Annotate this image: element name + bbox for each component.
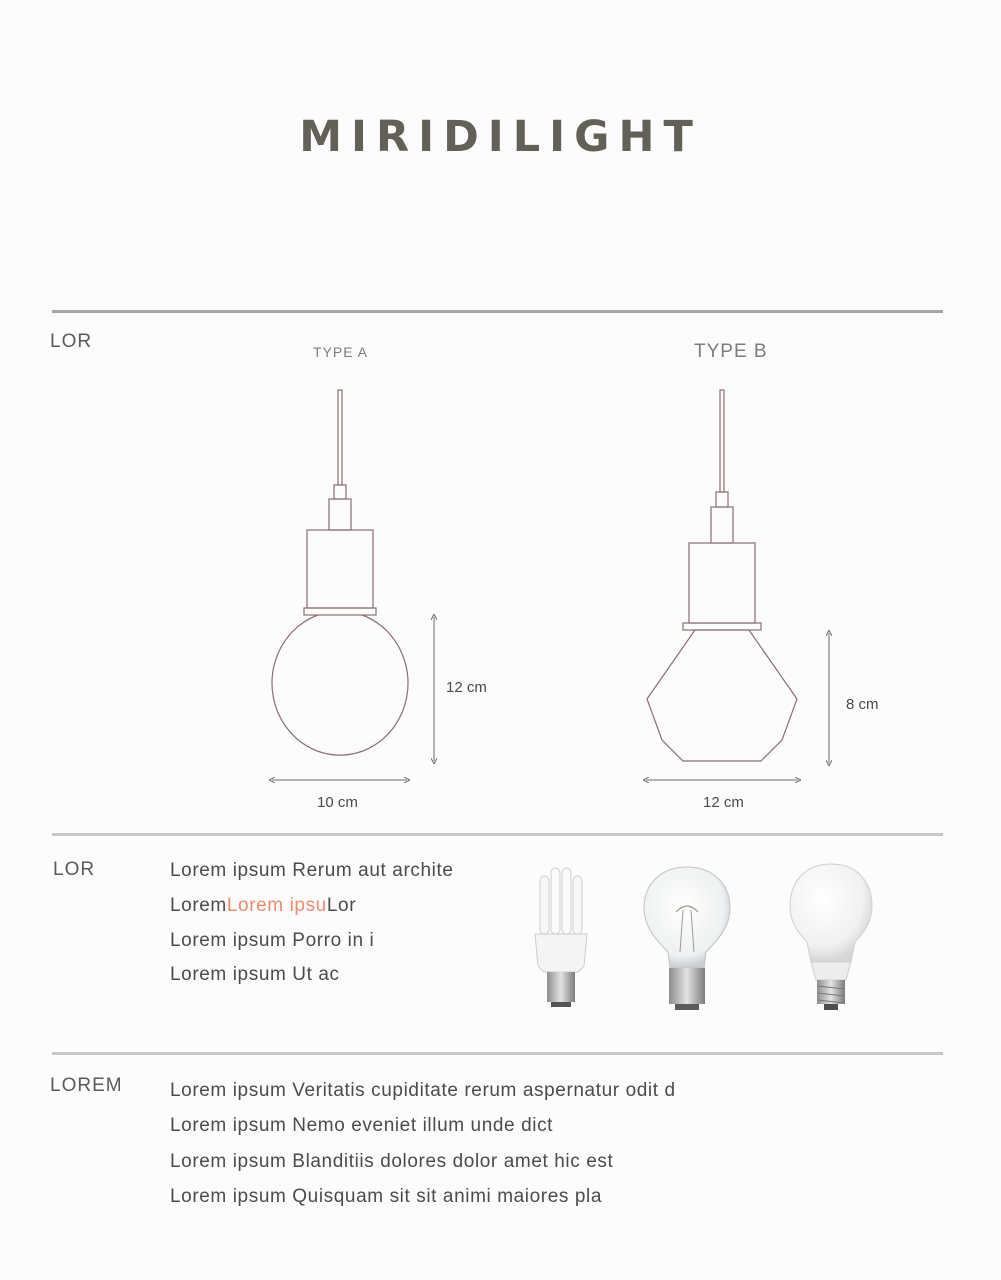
bulbs-line-2: LoremLorem ipsuLor xyxy=(170,895,357,916)
section-label-notes: LOREM xyxy=(50,1075,123,1096)
notes-line-1: Lorem ipsum Veritatis cupiditate rerum aspernatur odit d xyxy=(170,1080,676,1101)
type-b-width: 12 cm xyxy=(703,794,744,811)
type-a-height: 12 cm xyxy=(446,679,487,696)
bulbs-line-1: Lorem ipsum Rerum aut archite xyxy=(170,860,454,881)
section-label-bulbs: LOR xyxy=(53,859,96,880)
type-b-height: 8 cm xyxy=(846,696,879,713)
type-a-label: TYPE A xyxy=(313,344,369,360)
type-b-label: TYPE B xyxy=(694,341,768,362)
section-label-diagram: LOR xyxy=(50,331,93,352)
accent-text: Lorem ipsu xyxy=(226,895,327,916)
cfl-bulb-image xyxy=(535,868,587,1007)
bulbs-line-3: Lorem ipsum Porro in i xyxy=(170,930,375,951)
page-title: MIRIDILIGHT xyxy=(299,112,702,162)
incandescent-bulb-image xyxy=(644,867,730,1010)
bulbs-line-4: Lorem ipsum Ut ac xyxy=(170,964,340,985)
led-bulb-image xyxy=(790,864,872,1010)
notes-line-3: Lorem ipsum Blanditiis dolores dolor amet hic est xyxy=(170,1151,614,1172)
notes-line-4: Lorem ipsum Quisquam sit sit animi maiores pla xyxy=(170,1186,603,1207)
type-a-width: 10 cm xyxy=(317,794,358,811)
notes-line-2: Lorem ipsum Nemo eveniet illum unde dict xyxy=(170,1115,554,1136)
